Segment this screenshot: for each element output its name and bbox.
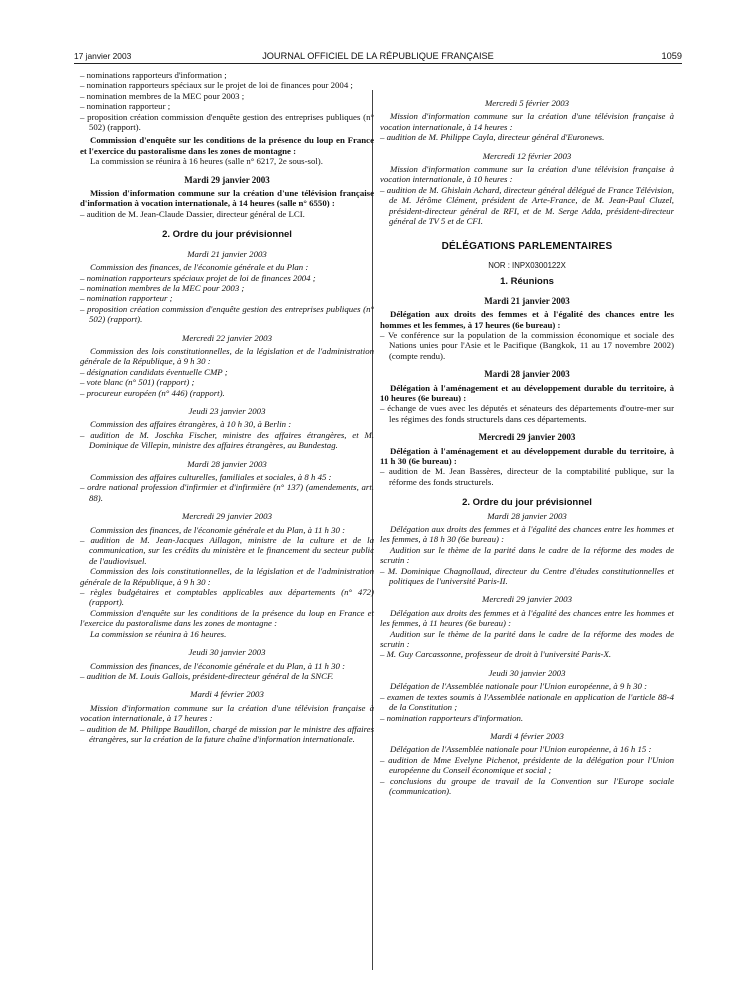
meeting-note: La commission se réunira à 16 heures (salle n° 6217, 2e sous-sol). (90, 156, 323, 167)
list-item: – audition de M. Jean-Jacques Aillagon, ministre de la culture et de la communication, sur les crédits du ministère et le financement du secteur public de l'audiovisuel. (80, 535, 374, 566)
committee-heading: Mission d'information commune sur la création d'une télévision française à vocation internationale, à 14 heures : (380, 111, 674, 132)
committee-heading: Délégation de l'Assemblée nationale pour l'Union européenne, à 9 h 30 : (390, 681, 648, 692)
committee-heading: Délégation aux droits des femmes et à l'égalité des chances entre les hommes et les femmes, à 18 h 30 (6e bureau) : (380, 524, 674, 545)
list-item: – proposition création commission d'enquête gestion des entreprises publiques (n° 502) (rapport). (80, 303, 374, 325)
list-item: – audition de Mme Evelyne Pichenot, présidente de la délégation pour l'Union européenne du Conseil économique et social ; (380, 754, 674, 776)
header-journal-title: JOURNAL OFFICIEL DE LA RÉPUBLIQUE FRANÇAISE (262, 51, 494, 61)
list-item: – nomination rapporteur ; (80, 293, 173, 304)
header-page-number: 1059 (661, 51, 682, 61)
list-item: – nomination rapporteur ; (80, 101, 171, 112)
meeting-date: Mercredi 29 janvier 2003 (182, 511, 272, 522)
section-title: DÉLÉGATIONS PARLEMENTAIRES (441, 241, 613, 253)
list-item: – conclusions du groupe de travail de la Convention sur l'Europe sociale (communication). (380, 775, 674, 796)
header-rule (74, 63, 682, 64)
committee-heading: Commission d'enquête sur les conditions de la présence du loup en France et l'exercice du pastoralisme dans les zones de montagne : (80, 607, 374, 629)
committee-heading: Mission d'information commune sur la création d'une télévision française à vocation internationale, à 17 heures : (80, 702, 374, 724)
list-item: – M. Dominique Chagnollaud, directeur du Centre d'études constitutionnelles et politiques de l'université Paris-II. (380, 565, 674, 587)
committee-heading: Commission d'enquête sur les conditions de la présence du loup en France et l'exercice du pastoralisme dans les zones de montagne : (80, 135, 374, 156)
meeting-date: Mardi 28 janvier 2003 (484, 369, 570, 380)
list-item: – nominations rapporteurs d'information ; (80, 70, 227, 80)
meeting-date: Mardi 4 février 2003 (190, 689, 264, 700)
meeting-date: Mardi 28 janvier 2003 (187, 458, 267, 469)
committee-heading: Délégation à l'aménagement et au développement durable du territoire, à 10 heures (6e bureau) : (380, 382, 674, 403)
meeting-date: Mardi 4 février 2003 (490, 730, 564, 741)
committee-heading: Mission d'information commune sur la création d'une télévision française d'information à vocation internationale, à 14 heures (salle n° 6550) : (80, 188, 374, 209)
committee-heading: Commission des lois constitutionnelles, de la législation et de l'administration générale de la République, à 9 h 30 : (80, 345, 374, 367)
committee-heading: Délégation aux droits des femmes et à l'égalité des chances entre les hommes et les femmes, à 17 heures (6e bureau) : (380, 309, 674, 330)
list-item: – M. Guy Carcassonne, professeur de droit à l'université Paris-X. (380, 649, 612, 660)
list-item: – échange de vues avec les députés et sénateurs des départements d'outre-mer sur les régimes des fonds structurels dans ces départements. (380, 403, 674, 424)
committee-note: Audition sur le thème de la parité dans le cadre de la réforme des modes de scrutin : (380, 628, 674, 650)
meeting-date: Jeudi 23 janvier 2003 (188, 405, 266, 416)
list-item: – audition de M. Louis Gallois, président-directeur général de la SNCF. (80, 670, 334, 681)
meeting-date: Mercredi 22 janvier 2003 (182, 332, 272, 343)
list-item: – audition de M. Philippe Cayla, directeur général d'Euronews. (380, 132, 605, 143)
meeting-date: Jeudi 30 janvier 2003 (488, 667, 566, 678)
committee-heading: Mission d'information commune sur la création d'une télévision française à vocation internationale, à 10 heures : (380, 164, 674, 185)
section-heading: 2. Ordre du jour prévisionnel (162, 229, 292, 241)
section-heading: 2. Ordre du jour prévisionnel (462, 497, 592, 509)
committee-heading: Délégation aux droits des femmes et à l'égalité des chances entre les hommes et les femmes, à 11 heures (6e bureau) : (380, 607, 674, 629)
meeting-date: Jeudi 30 janvier 2003 (188, 647, 266, 658)
meeting-date: Mercredi 29 janvier 2003 (478, 432, 576, 443)
committee-heading: Commission des affaires étrangères, à 10 h 30, à Berlin : (90, 419, 292, 430)
meeting-date: Mercredi 5 février 2003 (484, 98, 570, 108)
committee-heading: Délégation de l'Assemblée nationale pour l'Union européenne, à 16 h 15 : (390, 744, 652, 755)
list-item: – proposition création commission d'enquête gestion des entreprises publiques (n° 502) (rapport). (80, 111, 374, 133)
list-item: – audition de M. Jean Bassères, directeur de la comptabilité publique, sur la réforme des fonds structurels. (380, 466, 674, 487)
list-item: – examen de textes soumis à l'Assemblée nationale en application de l'article 88-4 de la Constitution ; (380, 691, 674, 713)
meeting-date: Mardi 21 janvier 2003 (484, 295, 570, 306)
list-item: – nomination rapporteurs d'information. (380, 712, 524, 723)
committee-heading: Commission des affaires culturelles, familiales et sociales, à 8 h 45 : (90, 472, 332, 482)
committee-heading: Délégation à l'aménagement et au développement durable du territoire, à 11 h 30 (6e bureau) : (380, 445, 674, 466)
meeting-date: Mardi 21 janvier 2003 (187, 248, 267, 259)
committee-note: Audition sur le thème de la parité dans le cadre de la réforme des modes de scrutin : (380, 544, 674, 566)
meeting-date: Mercredi 12 février 2003 (482, 150, 572, 161)
right-column (380, 70, 674, 796)
section-heading: 1. Réunions (500, 276, 554, 288)
committee-heading: Commission des finances, de l'économie générale et du Plan, à 11 h 30 : (90, 524, 346, 535)
list-item: – audition de M. Jean-Claude Dassier, directeur général de LCI. (80, 208, 305, 219)
meeting-date: Mardi 29 janvier 2003 (184, 174, 270, 185)
meeting-date: Mercredi 29 janvier 2003 (482, 594, 572, 605)
left-column (80, 70, 374, 744)
list-item: – nomination membres de la MEC pour 2003 ; (80, 282, 245, 293)
list-item: – nomination rapporteurs spéciaux sur le projet de loi de finances pour 2004 ; (80, 80, 353, 91)
list-item: – nomination rapporteurs spéciaux projet de loi de finances 2004 ; (80, 272, 316, 283)
committee-heading: Commission des finances, de l'économie générale et du Plan : (90, 262, 309, 273)
list-item: – audition de M. Joschka Fischer, ministre des affaires étrangères, et M. Dominique de Villepin, ministre des affaires étrangères, au Bundestag. (80, 429, 374, 451)
meeting-date: Mardi 28 janvier 2003 (487, 510, 567, 521)
list-item: – audition de M. Ghislain Achard, directeur général délégué de France Télévision, de M. Jérôme Clément, président de Arte-France, de M. Jean-Paul Cluzel, président-directeur général de RFI, et de M. Serge Adda, président-directeur général de TV 5 et de CFI. (380, 184, 674, 227)
header-date: 17 janvier 2003 (74, 51, 132, 61)
list-item: – nomination membres de la MEC pour 2003 ; (80, 90, 245, 101)
meeting-note: La commission se réunira à 16 heures. (90, 628, 227, 639)
committee-heading: Commission des finances, de l'économie générale et du Plan, à 11 h 30 : (90, 660, 346, 671)
list-item: – Ve conférence sur la population de la commission économique et sociale des Nations unies pour l'Asie et le Pacifique (Bangkok, 11 au 17 novembre 2002) (compte rendu). (380, 329, 674, 361)
list-item: – règles budgétaires et comptables applicables aux départements (n° 472) (rapport). (80, 587, 374, 608)
list-item: – audition de M. Philippe Baudillon, chargé de mission par le ministre des affaires étrangères, sur la création de la future chaîne d'information internationale. (80, 723, 374, 744)
nor-reference: NOR : INPX0300122X (488, 260, 566, 270)
committee-heading: Commission des lois constitutionnelles, de la législation et de l'administration générale de la République, à 9 h 30 : (80, 566, 374, 587)
list-item: – désignation candidats éventuelle CMP ; (80, 366, 228, 377)
list-item: – procureur européen (n° 446) (rapport). (80, 387, 225, 398)
list-item: – ordre national profession d'infirmier et d'infirmière (n° 137) (amendements, art. 88). (80, 482, 374, 503)
list-item: – vote blanc (n° 501) (rapport) ; (80, 377, 195, 388)
